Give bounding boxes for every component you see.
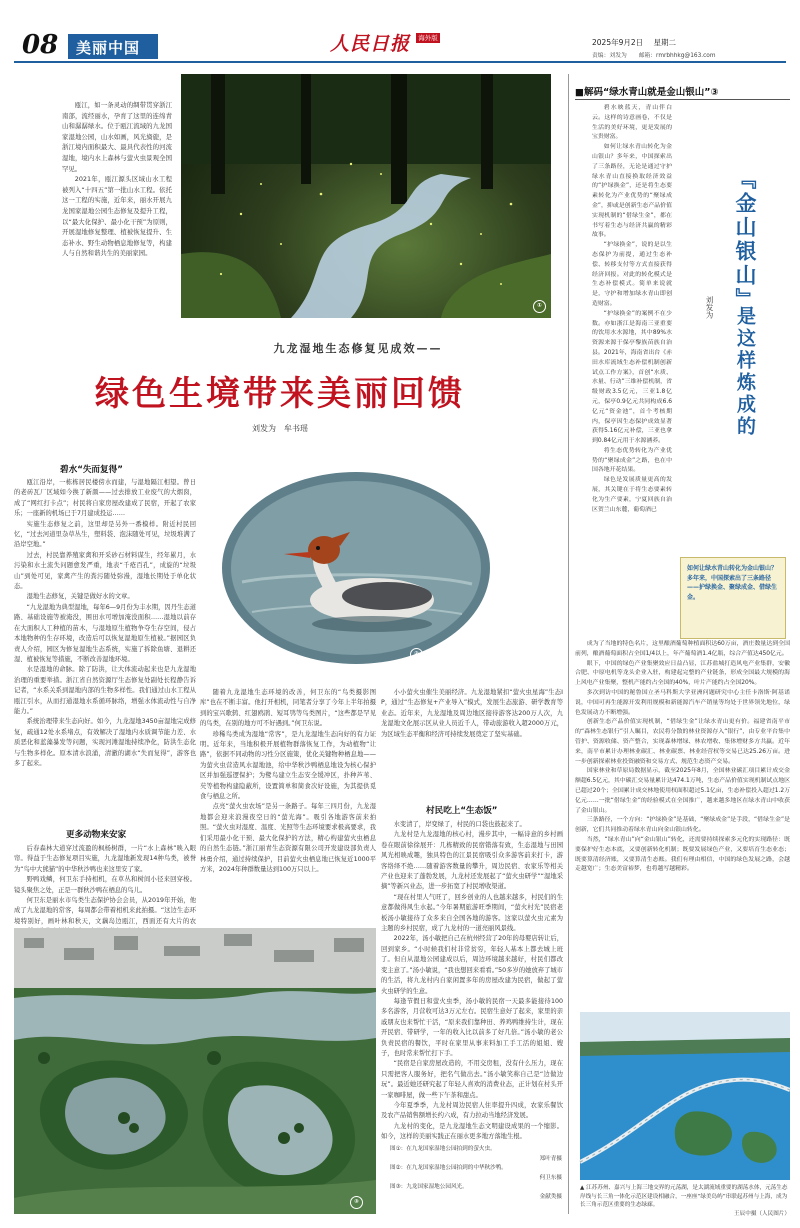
- paragraph: “护绿换金”的案例不在少数。亦如浙江是海南三亚重要的饮用水水源地，其中89%水资源来源于保亭黎族苗族自治县。2021年，海南省出台《赤田水库流域生态补偿机制创新试点工作方案》，首创“水质、水量、行动”三维补偿机制，省级财政3.5亿元，三亚1.8亿元，保亭0.9亿元共同构成6.6亿元“资金池”，首个考核期内，保亭因生态保护成效显著获得5.16亿元补偿，三亚也拿到0.84亿元用于水源涵养。: [592, 310, 672, 445]
- column-wide-text: [575, 640, 790, 1006]
- vertical-title-part-2: 是这样炼成的: [734, 306, 756, 438]
- section-title: 村民吃上“生态饭”: [426, 806, 498, 816]
- paragraph: 多次到访中国的秘鲁国立圣马科斯大学亚洲问题研究中心主任卡洛斯·阿基诺说，中国可再生能源开发利用规模和新能源汽车产销量等均处于世界领先地位，绿色发展动力不断增强。: [575, 689, 790, 716]
- paragraph: 国家林业和草原局数据显示，截至2025年8月，全国林业碳汇项目累计成交金额超6.5亿元，其中碳汇交易量累计达474.1万吨，生态产品价值实现机制试点地区已超过20个；全国累计成交林地使用权面积超过5.1亿亩，生态补偿投入超过1.2万亿元……一批“借绿生金”的经验模式在全国推广，越来越多地区在绿水青山中收获了金山银山。: [575, 768, 790, 814]
- paragraph: 创新生态产品价值实现机制，“借绿生金”让绿水青山更有价。福建省南平市的“森林生态银行”引人瞩目，农民将分散的林业资源存入“银行”，由专业平台集中管护、资源收储、资产整合，实现森林增绿、林农增收、集体增财多方共赢。近年来，南平市累计办理林业碳汇、林业碳票、林业经营权等交易已达25.26万亩。进一步创新探索林业投资融资和交易方式、规范生态资产交易。: [575, 719, 790, 765]
- vertical-title-part-1: 『金山银山』: [733, 168, 758, 312]
- paragraph: 九龙村是九龙湿地的核心村，漫步其中，一幅诗意的乡村画卷在眼前徐徐展开：几栋精致的民宿错落有致，生态湿地与田园风光相映成趣，独具特色的江景民宿吸引众多游客前来打卡，游客络绎不绝……随着游客数量的攀升，周边民宿、农家乐等相关产业也迎来了蓬勃发展，九龙村还发展起了“萤火虫研学”“湿地采摘”等新兴业态，进一步拓宽了村民增收渠道。: [381, 831, 563, 891]
- paragraph: 碧水映蓝天，青山伴白云。这样的诗意画卷，不仅是生活的美好环境，更是发展的宝贵财富。: [592, 105, 672, 141]
- paragraph: 过去，村民靠养殖家禽和开采砂石材料谋生，经年累月，水污染和水土流失问题愈发严重，地表“千疮百孔”，成旋的“垃圾山”到处可见，家禽产生的粪污随处弥漫，湿地长期处于单化状态。: [14, 551, 196, 591]
- paragraph: 2022年，汤小敏把自己在杭州经营了20年的母婴店转让后，回到家乡。“小时候我们村非常贫穷，年轻人基本上都去城上班了。但自从湿地公园建成以后，周边环境越来越好，村民们都改变主意了。”汤小敏说，“我也想回来看看。”50多岁的她放弃了城市的生活，将九龙村内自家闲置多年的房屋改建为民宿，做起了萤火虫研学的生意。: [381, 935, 563, 995]
- column-header: ■解码“绿水青山就是金山银山”③: [575, 87, 719, 98]
- photo-wetland-aerial: [14, 928, 376, 1214]
- page-number: 08: [22, 30, 59, 60]
- weekday: 星期二: [653, 38, 677, 47]
- column-vertical-title: [730, 168, 778, 458]
- photo-label: ③: [350, 1196, 363, 1209]
- paragraph: 绿色是发展质量更高的发展，其关键在于将生态要素转化为生产要素，宁夏回族自治区贺兰山东麓，葡萄酒已: [592, 477, 672, 513]
- paragraph: 今年夏季季，九龙村周边民宿人住率提升四成，农家乐餐饮及农产品销售额增长约六成，有力拉动当地经济发展。: [381, 1101, 563, 1120]
- paragraph: 小小萤火虫催生美丽经济。九龙湿地紧扣“萤火虫星海”生态IP，通过“生态修复+产业导入”模式，发展生态旅游、研学教育等业态。近年来，九龙湿地及周边地区接待游客达200万人次，九龙湿地文化展示区从业人员近千人，带动旅游收入超2000万元，为区域生态平衡和经济可持续发展奠定了坚实基础。: [381, 689, 563, 738]
- section2-text-c: [381, 688, 563, 808]
- section-title: 更多动物来安家: [66, 830, 127, 840]
- paragraph: 当然，“绿水青山”向“金山银山”转化，还需要持续探索多元化的实现路径：既要保护好生态本底，又要创新转化机制；既要发展绿色产业，又要培育生态业态；既要算清经济账，又要算清生态账。我们有理由相信，中国的绿色发展之路，会越走越宽广；生态美富裕梦，也将越写越精彩。: [575, 836, 790, 873]
- caption-credit-1: 郑叶青摄: [539, 1155, 562, 1162]
- article-byline: 刘发为 牟书瑶: [252, 424, 308, 433]
- paragraph: 如何让绿水青山转化为金山银山？多年来，中国探索出了三条路径，无论是通过守护绿水青山直接换取经济效益的“护绿换金”，还是将生态要素转化为产业优势的“聚绿成金”，抑或是创新生态产品价值实现机制的“借绿生金”，都在书写着生态与经济共赢的精彩故事。: [592, 144, 672, 239]
- paragraph: 随着九龙湿地生态环境的改善，何卫东的“鸟类摄影图库”也在不断丰富。他打开相机，同笔者分享了今年上半年拍摄到的宝兴歌鸫、红翅鸥鹃、短耳鸮等鸟类图片，“这些都是罕见的鸟类，在别的地方可不好遇到。”何卫东说。: [200, 689, 376, 728]
- intro-paragraph: 2021年，瓯江源头区域山水工程被列入“十四五”第一批山水工程。依托这一工程的实施，近年来，丽水开展九龙国家湿地公园生态修复及提升工程，以“最大化保护、最小化干预”为原则，开展湿地修复整理、植被恢复提升、生态补水、野生动物栖息地修复等，构建人与自然和谐共生的美丽家园。: [62, 175, 172, 258]
- section-title: 碧水“失而复得”: [60, 465, 123, 475]
- lake-bridge-illustration: [580, 1012, 790, 1180]
- paragraph: “现在村里人气旺了，回乡创业的人也越来越多，村民们的生意都做得风生水起。”今年暑期旅游旺季期间，“萤火村光”民宿老板汤小敏接待了众多来自全国各地的游客。这家以萤火虫元素为主题的乡村民宿，成了九龙村的一道亮丽风景线。: [381, 893, 563, 933]
- paragraph: 何卫东是丽水市鸟类生态保护协会会员，从2019年开始，他成了九龙湿地的常客，每周都会带着相机来此拍摄。“这边生态环境特别好，画叶林和秋天，文藕岛边瓯江，西面还有大片的农: [14, 897, 196, 925]
- header-rule: [14, 61, 786, 63]
- photo-label: ②: [410, 648, 423, 661]
- caption-2: 图②：在九龙国家湿地公园拍到的中华秋沙鸭。: [390, 1165, 507, 1172]
- paragraph: 后春森林大道穿过流盈的枫杨树群，一片“水上森林”映入眼帘。得益于生态修复项目实施，九龙湿地新发现14种鸟类，被誉为“鸟中大熊猫”的中华秋沙鸭也来这里安了家。: [14, 845, 196, 873]
- edition-badge: 海外版: [416, 33, 440, 43]
- paragraph: 成为了当地的特色名片，这里酿酒葡萄种植面积达60万亩，酒庄数量达到全国前列，酿酒葡萄面积占全国1/4以上，年产葡萄酒1.4亿瓶，综合产值达450亿元。: [575, 641, 790, 657]
- paragraph: 实施生态修复之前，这里却是另外一番模样。附近村民回忆，“过去河道里杂草丛生，塑料袋、泡沫随处可见，垃圾堆满了沿岸空地。”: [14, 520, 196, 549]
- photo-merganser: [222, 472, 490, 664]
- paragraph: 湿地生态修复，关键是做好水的文章。: [26, 593, 134, 601]
- email: 邮箱：rmrbhhkg@163.com: [638, 53, 716, 59]
- caption-3: 图③：九龙国家湿地公园风光。: [390, 1184, 468, 1191]
- paragraph: “九龙湿地为典型湿地，每年6—9月份为丰水期，因丹生态道路、基础设施等被淹没，围田水可增加淹没面积……湿地以前存在大面积人工种植的苗木，与湿地原生植物争夺生存空间，侵占本地物种的生存环境，改造后可以恢复湿地原生植被。”据园区负责人介绍，园区为修复湿地生态系统，实施了拆除鱼塘、退耕还湿、植被恢复等措施，不断改善湿地环境。: [14, 603, 196, 663]
- section2-text-b: [200, 688, 376, 926]
- photo-captions: [390, 1145, 562, 1203]
- column-photo-caption: [580, 1184, 790, 1218]
- paragraph: “护绿换金”，说的是以生态保护为前提，通过生态补偿、转移支付等方式直接获得经济回报。对此的转化模式是生态补偿模式。简单来说就是，守护和增加绿水青山即创造财富。: [592, 242, 672, 307]
- caption-credit-2: 何卫东摄: [539, 1174, 562, 1181]
- paragraph: 系统治理带来生态向好。如今，九龙湿地3450亩湿地完成修复，疏通12处水系堵点，有效解决了湿地内水质调节能力差、水质恶化和蓝藻暴发等问题，实现河滩湿地持续净化，防洪生态化与生物多样化。原本清水浪涌，清澈的湖水“失而复得”，游客也多了起来。: [14, 718, 196, 767]
- paper-logo: [330, 29, 450, 59]
- caption-credit: 王辰中摄（人民图片）: [734, 1210, 790, 1217]
- paragraph: 将生态优势转化为产业优势的“聚绿成金”之路，也在中国各地开花结果。: [592, 447, 672, 474]
- photo-yuandang-lake: [580, 1012, 790, 1180]
- paper-name: 人民日报: [330, 33, 411, 55]
- intro-text: [62, 100, 172, 360]
- column-callout: [680, 557, 786, 639]
- paragraph: 三条路径，一个方向：“护绿换金”是基础，“聚绿成金”是手段，“借绿生金”是创新，它们共同推动着绿水青山向金山银山转化。: [575, 817, 790, 834]
- paragraph: 每逢节假日和萤火虫季，汤小敏的民宿一天最多能接待100多名游客，月营收可达3万元左右。民宿生意好了起来，家里的亲戚朋友也来帮忙干活，“原来我们靠种田、养鸡鸭维持生计，现在开民宿、带研学，一年的收入比以前多了好几倍。”汤小敏的老公负责民宿的餐饮，平时在家里从事来料加工手工活的姐姐、嫂子，也时常来帮忙打下手。: [381, 997, 563, 1057]
- column-narrow-text: [592, 104, 672, 604]
- section3-text: [381, 820, 563, 1142]
- section1-text: [14, 478, 196, 823]
- article-kicker: 九龙湿地生态修复见成效——: [273, 342, 443, 355]
- photo-label: ①: [533, 300, 546, 313]
- caption-credit-3: 金献类摄: [539, 1193, 562, 1200]
- merganser-illustration: [222, 472, 490, 664]
- photo-firefly-path: [181, 74, 551, 318]
- article-headline: 绿色生境带来美丽回馈: [95, 374, 465, 414]
- column-header-rule: [575, 99, 790, 100]
- callout-text: 如何让绿水青山转化为金山银山？多年来，中国探索出了三条路径——护绿换金、聚绿成金、借绿生金。: [687, 565, 778, 601]
- caption-1: 图①：在九龙国家湿地公园拍到的萤火虫。: [390, 1146, 496, 1152]
- paragraph: 眼下，中国的绿色产业集聚效应日益凸显，江苏盐城打造风电产业集群，安徽合肥、中原电机等龙头企业入驻，构建起完整的产业链条，形成全国最大规模的海上风电产业集聚，整机产能约占全国的40%，叶片产能约占全国20%。: [575, 660, 790, 687]
- paragraph: 野鸭戏鳞，何卫东手持相机，在草丛和树间小径来回穿梭。镜头聚焦之处，正是一群秋沙鸭在栖息的鸟儿。: [14, 876, 196, 894]
- section2-text-a: [14, 844, 196, 928]
- date: 2025年9月2日: [592, 38, 644, 47]
- intro-paragraph: 瓯江，如一条灵动的绸带贯穿浙江南部，流经丽水，孕育了这里的连绵青山和潺潺绿水。位于瓯江流域的九龙国家湿地公园，山水如画，风光旖旎，是浙江境内面积最大、最具代表性的河流湿地，境内水上森林与萤火虫景观全国罕见。: [62, 101, 172, 173]
- editor: 责编：刘发为: [592, 53, 627, 59]
- date-line: [592, 37, 676, 48]
- paragraph: 珍稀鸟类成为湿地“常客”，是九龙湿地生态向好的有力证明。近年来，当地积极开展植物群落恢复工作，为动植物“让路”，依据不同动物的习性分区施策，优化关键物种栖息地——为萤火虫营造风水湿地池，给中华秋沙鸭栖息地设为核心保护区并加强巡逻保护；为鹭鸟建立生态安全缓冲区，扑种芦苇、芡等植物构建隐蔽所，设置简单和简食次好设施，为其提供觅食与栖息之所。: [200, 730, 376, 801]
- section-badge: [68, 34, 158, 59]
- paragraph: “民宿是自家房屋改造的，不用交房租，没有什么压力，现在只需把客人服务好，把名气做出去。”汤小敏笑称自己是“边做边玩”。最近她还研究起了年轻人喜欢的消费业态，正计划在村头开一家咖啡屋，做一些下午茶和甜点。: [381, 1060, 563, 1099]
- paragraph: 九龙村的变化，是九龙湿地生态文明建设成果的一个缩影。如今，这样的美丽实践正在丽水更多地方落地生根。: [381, 1122, 563, 1141]
- column-divider: [568, 74, 569, 1214]
- caption-text: ▲ 江苏苏州、嘉兴与上海三地交界的元荡湖，是太湖流域重要的湖荡水体，元荡生态岸线与长三角一体化示范区建设相融合，一座座“绿美岛屿”串联起苏州与上海，成为长三角示范区重要的生态绿廊。: [580, 1185, 788, 1209]
- paragraph: 点亮“萤火虫农场”是另一条路子。每年三四月份，九龙湿地都会迎来浪漫夜空日的“萤光海”。吸引各地游客前来拍照。“萤火虫对湿度、温度、光照等生态环境要求极高要求，我们采用最小化干预、最大化保护的方法，精心构建萤火虫栖息的自然生态链。”浙江丽青生态资源有限公司开发建设部负责人林勇介绍，通过持续保护，目前萤火虫栖息地已恢复近1000平方米，2024年种群数量达到100万只以上。: [200, 803, 376, 873]
- paragraph: 水变清了，岸变绿了，村民的口袋也鼓起来了。: [393, 821, 526, 828]
- paragraph: 水是湿地的命脉。除了防洪，让大体流动起来也是九龙湿地治理的重要举措。浙江省自然资源厅生态修复处副处长程静告诉记者，“水系关系到湿地内部的生物多样性。我们通过山水工程从瓯江引水，从而打通湿地水系循环脉络，增强水体流动性与自净能力。”: [14, 666, 196, 715]
- column-author: 刘发为: [705, 296, 714, 319]
- page-header: [0, 0, 800, 62]
- editor-line: [592, 50, 716, 59]
- section-title: 美丽中国: [76, 39, 141, 57]
- wetland-aerial-illustration: [14, 928, 376, 1214]
- firefly-path-illustration: [181, 74, 551, 318]
- paragraph: 瓯江沿岸，一栋栋居民楼傍水而建，与湿地隔江相望。曾日的老砖瓦厂区域如今换了新颜——过去排放工业废气的大烟囱，成了“网红打卡点”；村民将自家房屋改建成了民宿，开起了农家乐；一座新的机场已于7月建成投运……: [14, 479, 196, 518]
